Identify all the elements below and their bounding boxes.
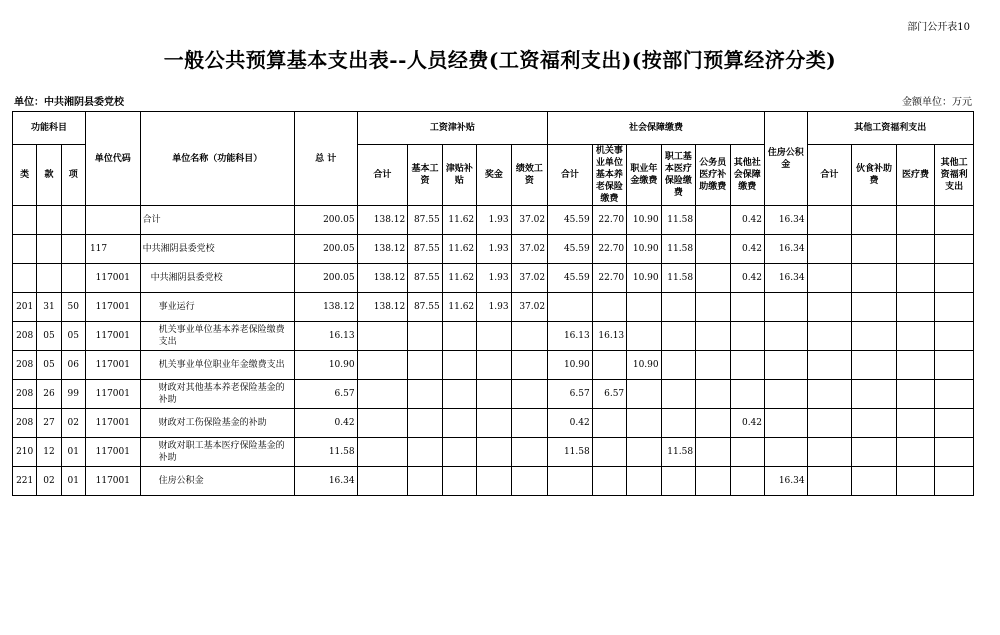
cell-unit-name: 中共湘阴县委党校 — [140, 235, 294, 264]
cell-wage-total: 138.12 — [357, 264, 408, 293]
cell-lei — [13, 235, 37, 264]
cell-bonus — [477, 438, 511, 467]
cell-allowance — [442, 467, 476, 496]
cell-xiang — [61, 235, 85, 264]
cell-unit-name: 中共湘阴县委党校 — [140, 264, 294, 293]
cell-medical-fee — [896, 409, 935, 438]
cell-kuan — [37, 206, 61, 235]
cell-lei: 208 — [13, 380, 37, 409]
cell-unit-name: 机关事业单位基本养老保险缴费支出 — [140, 322, 294, 351]
cell-performance — [511, 351, 548, 380]
cell-medical: 11.58 — [661, 438, 695, 467]
cell-wage-total — [357, 380, 408, 409]
cell-medical-fee — [896, 322, 935, 351]
cell-unit-code: 117001 — [85, 467, 140, 496]
cell-meal-subsidy — [852, 293, 897, 322]
cell-annuity: 10.90 — [627, 264, 661, 293]
cell-other-welfare — [935, 293, 974, 322]
cell-other-total — [807, 322, 852, 351]
cell-xiang: 06 — [61, 351, 85, 380]
cell-other-total — [807, 206, 852, 235]
cell-basic-wage — [408, 467, 442, 496]
cell-total: 16.13 — [294, 322, 357, 351]
cell-other-total — [807, 235, 852, 264]
cell-unit-code: 117001 — [85, 293, 140, 322]
cell-wage-total — [357, 351, 408, 380]
cell-total: 16.34 — [294, 467, 357, 496]
header-basic-wage: 基本工资 — [408, 145, 442, 206]
cell-medical: 11.58 — [661, 206, 695, 235]
cell-meal-subsidy — [852, 322, 897, 351]
cell-medical-fee — [896, 438, 935, 467]
cell-housing-fund — [765, 380, 808, 409]
cell-medical-fee — [896, 467, 935, 496]
cell-other-welfare — [935, 235, 974, 264]
cell-lei: 210 — [13, 438, 37, 467]
cell-lei — [13, 206, 37, 235]
cell-bonus — [477, 467, 511, 496]
cell-other-welfare — [935, 380, 974, 409]
cell-social-total — [548, 293, 593, 322]
cell-civil-medical — [696, 264, 730, 293]
cell-allowance — [442, 438, 476, 467]
cell-performance — [511, 409, 548, 438]
cell-unit-code: 117001 — [85, 264, 140, 293]
cell-medical-fee — [896, 380, 935, 409]
cell-other-welfare — [935, 351, 974, 380]
cell-unit-code: 117001 — [85, 438, 140, 467]
cell-unit-name: 住房公积金 — [140, 467, 294, 496]
header-wage-total: 合计 — [357, 145, 408, 206]
cell-other-total — [807, 264, 852, 293]
cell-performance: 37.02 — [511, 264, 548, 293]
cell-social-total — [548, 467, 593, 496]
table-row — [13, 438, 974, 467]
cell-allowance: 11.62 — [442, 264, 476, 293]
cell-bonus — [477, 409, 511, 438]
cell-wage-total: 138.12 — [357, 293, 408, 322]
header-row-1 — [13, 112, 974, 145]
cell-other-total — [807, 380, 852, 409]
cell-unit-name: 财政对职工基本医疗保险基金的补助 — [140, 438, 294, 467]
cell-lei: 208 — [13, 351, 37, 380]
header-lei: 类 — [13, 145, 37, 206]
header-bonus: 奖金 — [477, 145, 511, 206]
cell-bonus — [477, 322, 511, 351]
header-social-group: 社会保障缴费 — [548, 112, 765, 145]
cell-medical — [661, 322, 695, 351]
cell-unit-code: 117001 — [85, 322, 140, 351]
cell-kuan — [37, 235, 61, 264]
cell-kuan: 05 — [37, 351, 61, 380]
cell-pension: 6.57 — [592, 380, 626, 409]
cell-housing-fund: 16.34 — [765, 235, 808, 264]
cell-medical — [661, 293, 695, 322]
cell-unit-name: 事业运行 — [140, 293, 294, 322]
cell-other-total — [807, 293, 852, 322]
cell-wage-total — [357, 409, 408, 438]
table-row — [13, 380, 974, 409]
cell-meal-subsidy — [852, 351, 897, 380]
header-housing-fund: 住房公积金 — [765, 112, 808, 206]
cell-social-total: 10.90 — [548, 351, 593, 380]
cell-civil-medical — [696, 380, 730, 409]
cell-bonus: 1.93 — [477, 293, 511, 322]
cell-unit-name: 财政对工伤保险基金的补助 — [140, 409, 294, 438]
cell-civil-medical — [696, 322, 730, 351]
cell-allowance — [442, 380, 476, 409]
cell-other-social: 0.42 — [730, 206, 765, 235]
cell-kuan: 12 — [37, 438, 61, 467]
cell-meal-subsidy — [852, 438, 897, 467]
cell-allowance — [442, 322, 476, 351]
cell-xiang: 05 — [61, 322, 85, 351]
cell-total: 6.57 — [294, 380, 357, 409]
cell-other-welfare — [935, 409, 974, 438]
header-func-subject: 功能科目 — [13, 112, 86, 145]
cell-other-social — [730, 380, 765, 409]
cell-pension: 22.70 — [592, 264, 626, 293]
cell-other-welfare — [935, 322, 974, 351]
cell-performance: 37.02 — [511, 293, 548, 322]
cell-kuan: 26 — [37, 380, 61, 409]
header-wage-group: 工资津补贴 — [357, 112, 548, 145]
header-other-welfare: 其他工资福利支出 — [935, 145, 974, 206]
cell-other-social: 0.42 — [730, 264, 765, 293]
cell-basic-wage — [408, 409, 442, 438]
cell-pension — [592, 293, 626, 322]
cell-performance — [511, 380, 548, 409]
cell-annuity — [627, 293, 661, 322]
cell-other-social: 0.42 — [730, 409, 765, 438]
cell-basic-wage — [408, 438, 442, 467]
cell-civil-medical — [696, 351, 730, 380]
cell-basic-wage — [408, 351, 442, 380]
cell-medical — [661, 467, 695, 496]
cell-social-total: 0.42 — [548, 409, 593, 438]
cell-pension: 22.70 — [592, 235, 626, 264]
table-row — [13, 264, 974, 293]
cell-other-social — [730, 438, 765, 467]
cell-allowance: 11.62 — [442, 293, 476, 322]
cell-total: 138.12 — [294, 293, 357, 322]
cell-housing-fund — [765, 293, 808, 322]
table-row — [13, 409, 974, 438]
cell-social-total: 16.13 — [548, 322, 593, 351]
cell-basic-wage: 87.55 — [408, 293, 442, 322]
cell-basic-wage — [408, 322, 442, 351]
cell-performance — [511, 322, 548, 351]
cell-housing-fund: 16.34 — [765, 467, 808, 496]
cell-total: 11.58 — [294, 438, 357, 467]
cell-pension: 16.13 — [592, 322, 626, 351]
cell-allowance: 11.62 — [442, 206, 476, 235]
cell-xiang: 50 — [61, 293, 85, 322]
cell-social-total: 45.59 — [548, 264, 593, 293]
cell-wage-total — [357, 322, 408, 351]
cell-other-welfare — [935, 438, 974, 467]
header-xiang: 项 — [61, 145, 85, 206]
header-performance: 绩效工资 — [511, 145, 548, 206]
cell-other-social — [730, 351, 765, 380]
cell-lei — [13, 264, 37, 293]
cell-annuity: 10.90 — [627, 235, 661, 264]
table-row — [13, 235, 974, 264]
cell-pension — [592, 438, 626, 467]
cell-allowance — [442, 351, 476, 380]
cell-unit-code: 117001 — [85, 380, 140, 409]
cell-annuity: 10.90 — [627, 351, 661, 380]
header-medical-fee: 医疗费 — [896, 145, 935, 206]
cell-other-welfare — [935, 264, 974, 293]
cell-medical: 11.58 — [661, 264, 695, 293]
cell-other-social: 0.42 — [730, 235, 765, 264]
header-other-social: 其他社会保障缴费 — [730, 145, 765, 206]
cell-social-total: 6.57 — [548, 380, 593, 409]
cell-meal-subsidy — [852, 264, 897, 293]
header-social-total: 合计 — [548, 145, 593, 206]
header-medical: 职工基本医疗保险缴费 — [661, 145, 695, 206]
cell-other-total — [807, 351, 852, 380]
page-title: 一般公共预算基本支出表--人员经费(工资福利支出)(按部门预算经济分类) — [163, 48, 837, 72]
cell-housing-fund — [765, 351, 808, 380]
cell-meal-subsidy — [852, 467, 897, 496]
cell-bonus — [477, 380, 511, 409]
header-other-total: 合计 — [807, 145, 852, 206]
cell-medical — [661, 351, 695, 380]
cell-housing-fund — [765, 409, 808, 438]
cell-bonus — [477, 351, 511, 380]
cell-medical-fee — [896, 264, 935, 293]
header-pension: 机关事业单位基本养老保险缴费 — [592, 145, 626, 206]
cell-civil-medical — [696, 206, 730, 235]
cell-lei: 221 — [13, 467, 37, 496]
cell-medical — [661, 409, 695, 438]
table-row — [13, 206, 974, 235]
page-code: 部门公开表10 — [907, 22, 970, 33]
cell-unit-code: 117 — [85, 235, 140, 264]
cell-civil-medical — [696, 409, 730, 438]
cell-basic-wage — [408, 380, 442, 409]
cell-annuity — [627, 380, 661, 409]
cell-unit-name: 财政对其他基本养老保险基金的补助 — [140, 380, 294, 409]
cell-basic-wage: 87.55 — [408, 235, 442, 264]
cell-performance — [511, 438, 548, 467]
cell-civil-medical — [696, 293, 730, 322]
table-row — [13, 351, 974, 380]
cell-other-total — [807, 438, 852, 467]
cell-annuity — [627, 438, 661, 467]
cell-pension — [592, 467, 626, 496]
header-unit-name: 单位名称（功能科目） — [140, 112, 294, 206]
cell-social-total: 45.59 — [548, 206, 593, 235]
cell-bonus: 1.93 — [477, 264, 511, 293]
cell-other-total — [807, 409, 852, 438]
cell-social-total: 45.59 — [548, 235, 593, 264]
cell-kuan — [37, 264, 61, 293]
unit-label: 单位：中共湘阴县委党校 — [14, 97, 124, 108]
cell-annuity: 10.90 — [627, 206, 661, 235]
cell-other-welfare — [935, 467, 974, 496]
cell-total: 200.05 — [294, 206, 357, 235]
cell-xiang: 01 — [61, 467, 85, 496]
cell-other-welfare — [935, 206, 974, 235]
cell-medical-fee — [896, 206, 935, 235]
cell-basic-wage: 87.55 — [408, 264, 442, 293]
table-row — [13, 467, 974, 496]
cell-pension — [592, 351, 626, 380]
cell-wage-total: 138.12 — [357, 235, 408, 264]
cell-total: 200.05 — [294, 235, 357, 264]
header-kuan: 款 — [37, 145, 61, 206]
cell-unit-code: 117001 — [85, 409, 140, 438]
cell-kuan: 27 — [37, 409, 61, 438]
cell-bonus: 1.93 — [477, 235, 511, 264]
cell-total: 10.90 — [294, 351, 357, 380]
header-allowance: 津贴补贴 — [442, 145, 476, 206]
table-body — [13, 206, 974, 496]
cell-xiang: 01 — [61, 438, 85, 467]
cell-housing-fund — [765, 438, 808, 467]
budget-table — [12, 111, 974, 496]
cell-annuity — [627, 409, 661, 438]
table-row — [13, 322, 974, 351]
cell-unit-name: 合计 — [140, 206, 294, 235]
cell-other-social — [730, 322, 765, 351]
cell-kuan: 31 — [37, 293, 61, 322]
cell-meal-subsidy — [852, 206, 897, 235]
cell-other-social — [730, 293, 765, 322]
cell-bonus: 1.93 — [477, 206, 511, 235]
cell-annuity — [627, 322, 661, 351]
cell-other-social — [730, 467, 765, 496]
cell-medical-fee — [896, 293, 935, 322]
cell-social-total: 11.58 — [548, 438, 593, 467]
cell-housing-fund — [765, 322, 808, 351]
cell-unit-code: 117001 — [85, 351, 140, 380]
cell-kuan: 02 — [37, 467, 61, 496]
cell-meal-subsidy — [852, 409, 897, 438]
cell-xiang: 99 — [61, 380, 85, 409]
header-civil-medical: 公务员医疗补助缴费 — [696, 145, 730, 206]
header-total: 总 计 — [294, 112, 357, 206]
cell-pension — [592, 409, 626, 438]
cell-lei: 208 — [13, 322, 37, 351]
cell-medical — [661, 380, 695, 409]
cell-wage-total — [357, 467, 408, 496]
cell-civil-medical — [696, 438, 730, 467]
cell-kuan: 05 — [37, 322, 61, 351]
cell-wage-total — [357, 438, 408, 467]
cell-lei: 201 — [13, 293, 37, 322]
cell-total: 200.05 — [294, 264, 357, 293]
cell-performance — [511, 467, 548, 496]
cell-medical-fee — [896, 351, 935, 380]
cell-civil-medical — [696, 235, 730, 264]
header-unit-code: 单位代码 — [85, 112, 140, 206]
cell-other-total — [807, 467, 852, 496]
cell-performance: 37.02 — [511, 206, 548, 235]
cell-medical: 11.58 — [661, 235, 695, 264]
header-annuity: 职业年金缴费 — [627, 145, 661, 206]
header-other-group: 其他工资福利支出 — [807, 112, 973, 145]
cell-unit-code — [85, 206, 140, 235]
cell-allowance — [442, 409, 476, 438]
header-meal-subsidy: 伙食补助费 — [852, 145, 897, 206]
cell-medical-fee — [896, 235, 935, 264]
cell-xiang — [61, 264, 85, 293]
cell-xiang — [61, 206, 85, 235]
cell-meal-subsidy — [852, 235, 897, 264]
cell-unit-name: 机关事业单位职业年金缴费支出 — [140, 351, 294, 380]
cell-total: 0.42 — [294, 409, 357, 438]
cell-wage-total: 138.12 — [357, 206, 408, 235]
cell-pension: 22.70 — [592, 206, 626, 235]
cell-housing-fund: 16.34 — [765, 206, 808, 235]
amount-unit-label: 金额单位：万元 — [902, 97, 972, 108]
cell-lei: 208 — [13, 409, 37, 438]
cell-allowance: 11.62 — [442, 235, 476, 264]
cell-meal-subsidy — [852, 380, 897, 409]
table-row — [13, 293, 974, 322]
cell-basic-wage: 87.55 — [408, 206, 442, 235]
cell-civil-medical — [696, 467, 730, 496]
cell-annuity — [627, 467, 661, 496]
cell-performance: 37.02 — [511, 235, 548, 264]
cell-xiang: 02 — [61, 409, 85, 438]
cell-housing-fund: 16.34 — [765, 264, 808, 293]
